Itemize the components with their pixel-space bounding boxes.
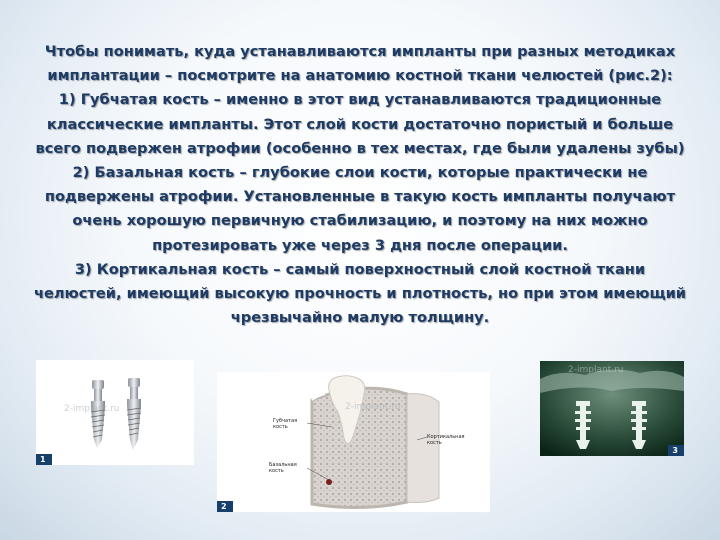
item-spongy-bone: 1) Губчатая кость – именно в этот вид устанавливаются традиционные классические импланты. Этот слой кости достаточно пористый и больше всего подвержен атрофии (особенно в тех местах, где были удалены зубы): [35, 91, 685, 157]
item-cortical-bone: 3) Кортикальная кость – самый поверхностный слой костной ткани челюстей, имеющий высокую прочность и плотность, но при этом имеющий чрезвычайно малую толщину.: [33, 260, 687, 327]
figure-2-watermark: 2-implant.ru: [345, 402, 401, 412]
figure-2-bone-section: [217, 372, 490, 512]
label-spongy-bone: Губчатая кость: [273, 418, 298, 430]
figure-1-number: 1: [36, 454, 52, 465]
intro-paragraph: Чтобы понимать, куда устанавливаются импланты при разных методиках имплантации – посмотрите на анатомию костной ткани челюстей (рис.2):: [44, 43, 676, 85]
figure-1-implants: [36, 360, 194, 465]
label-basal-bone: Базальная кость: [269, 462, 297, 474]
slide-text: [30, 40, 690, 330]
implant-right-icon: [127, 378, 141, 450]
label-cortical-bone: Кортикальная кость: [427, 434, 465, 446]
figure-1-watermark: 2-implant.ru: [64, 404, 120, 414]
figure-3-number: 3: [668, 445, 684, 456]
implant-left-icon: [91, 380, 105, 448]
figure-3-watermark: 2-implant.ru: [568, 365, 624, 375]
item-basal-bone: 2) Базальная кость – глубокие слои кости, которые практически не подвержены атрофии. Установленные в такую кость импланты получают очень хорошую первичную стабилизацию, и поэтому на них можно протезировать уже через 3 дня после операции.: [44, 164, 676, 254]
xray-illustration: [540, 361, 684, 456]
figure-2-number: 2: [217, 501, 233, 512]
figure-3-xray: [540, 361, 684, 456]
